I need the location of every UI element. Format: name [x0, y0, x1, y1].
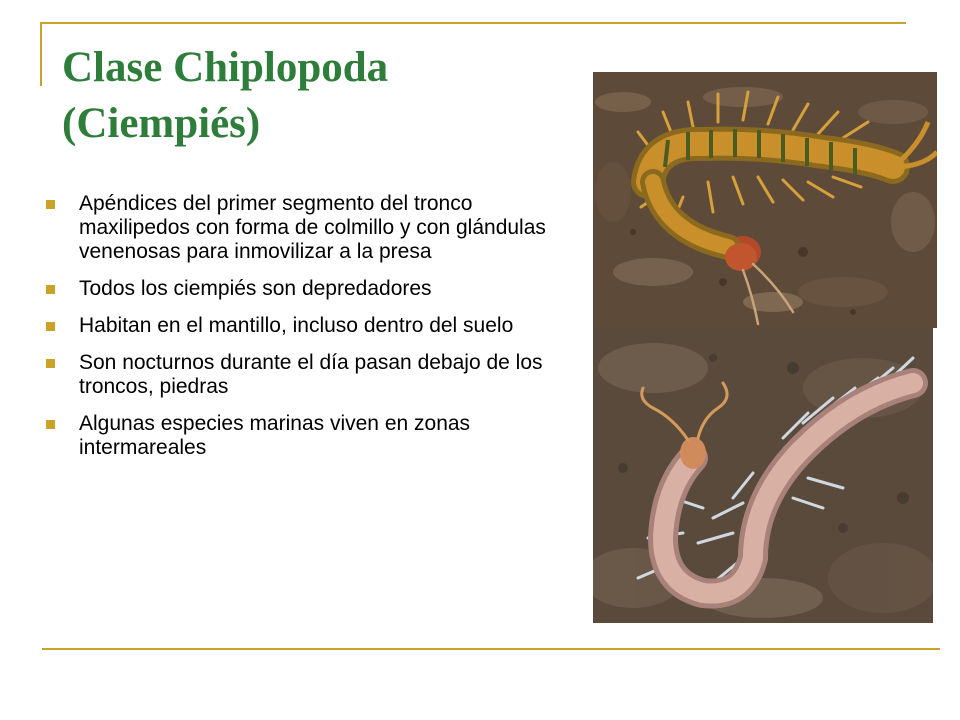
centipede-photo-bottom: [593, 328, 933, 623]
square-bullet-icon: [46, 420, 55, 429]
bullet-item: [46, 277, 576, 301]
bullet-text: Algunas especies marinas viven en zonas intermareales: [79, 412, 471, 459]
square-bullet-icon: [46, 200, 55, 209]
bullet-text: Habitan en el mantillo, incluso dentro del suelo: [79, 314, 514, 337]
bottom-gold-rule: [42, 648, 940, 650]
square-bullet-icon: [46, 322, 55, 331]
top-gold-rule: [40, 22, 906, 24]
bullet-item: [46, 351, 576, 399]
square-bullet-icon: [46, 285, 55, 294]
bullet-item: [46, 412, 576, 460]
bullet-text: Son nocturnos durante el día pasan debajo de los troncos, piedras: [79, 351, 543, 398]
title-line-1: Clase Chiplopoda: [62, 44, 389, 91]
slide-title: [62, 40, 582, 152]
square-bullet-icon: [46, 359, 55, 368]
bullet-text: Apéndices del primer segmento del tronco maxilipedos con forma de colmillo y con glándulas venenosas para inmovilizar a la presa: [79, 192, 546, 263]
bullet-item: [46, 192, 576, 264]
bullet-text: Todos los ciempiés son depredadores: [79, 277, 432, 300]
bullet-list: [46, 192, 576, 473]
left-gold-rule: [40, 22, 42, 86]
title-line-2: (Ciempiés): [62, 100, 261, 147]
bullet-item: [46, 314, 576, 338]
centipede-photo-top: [593, 72, 937, 328]
